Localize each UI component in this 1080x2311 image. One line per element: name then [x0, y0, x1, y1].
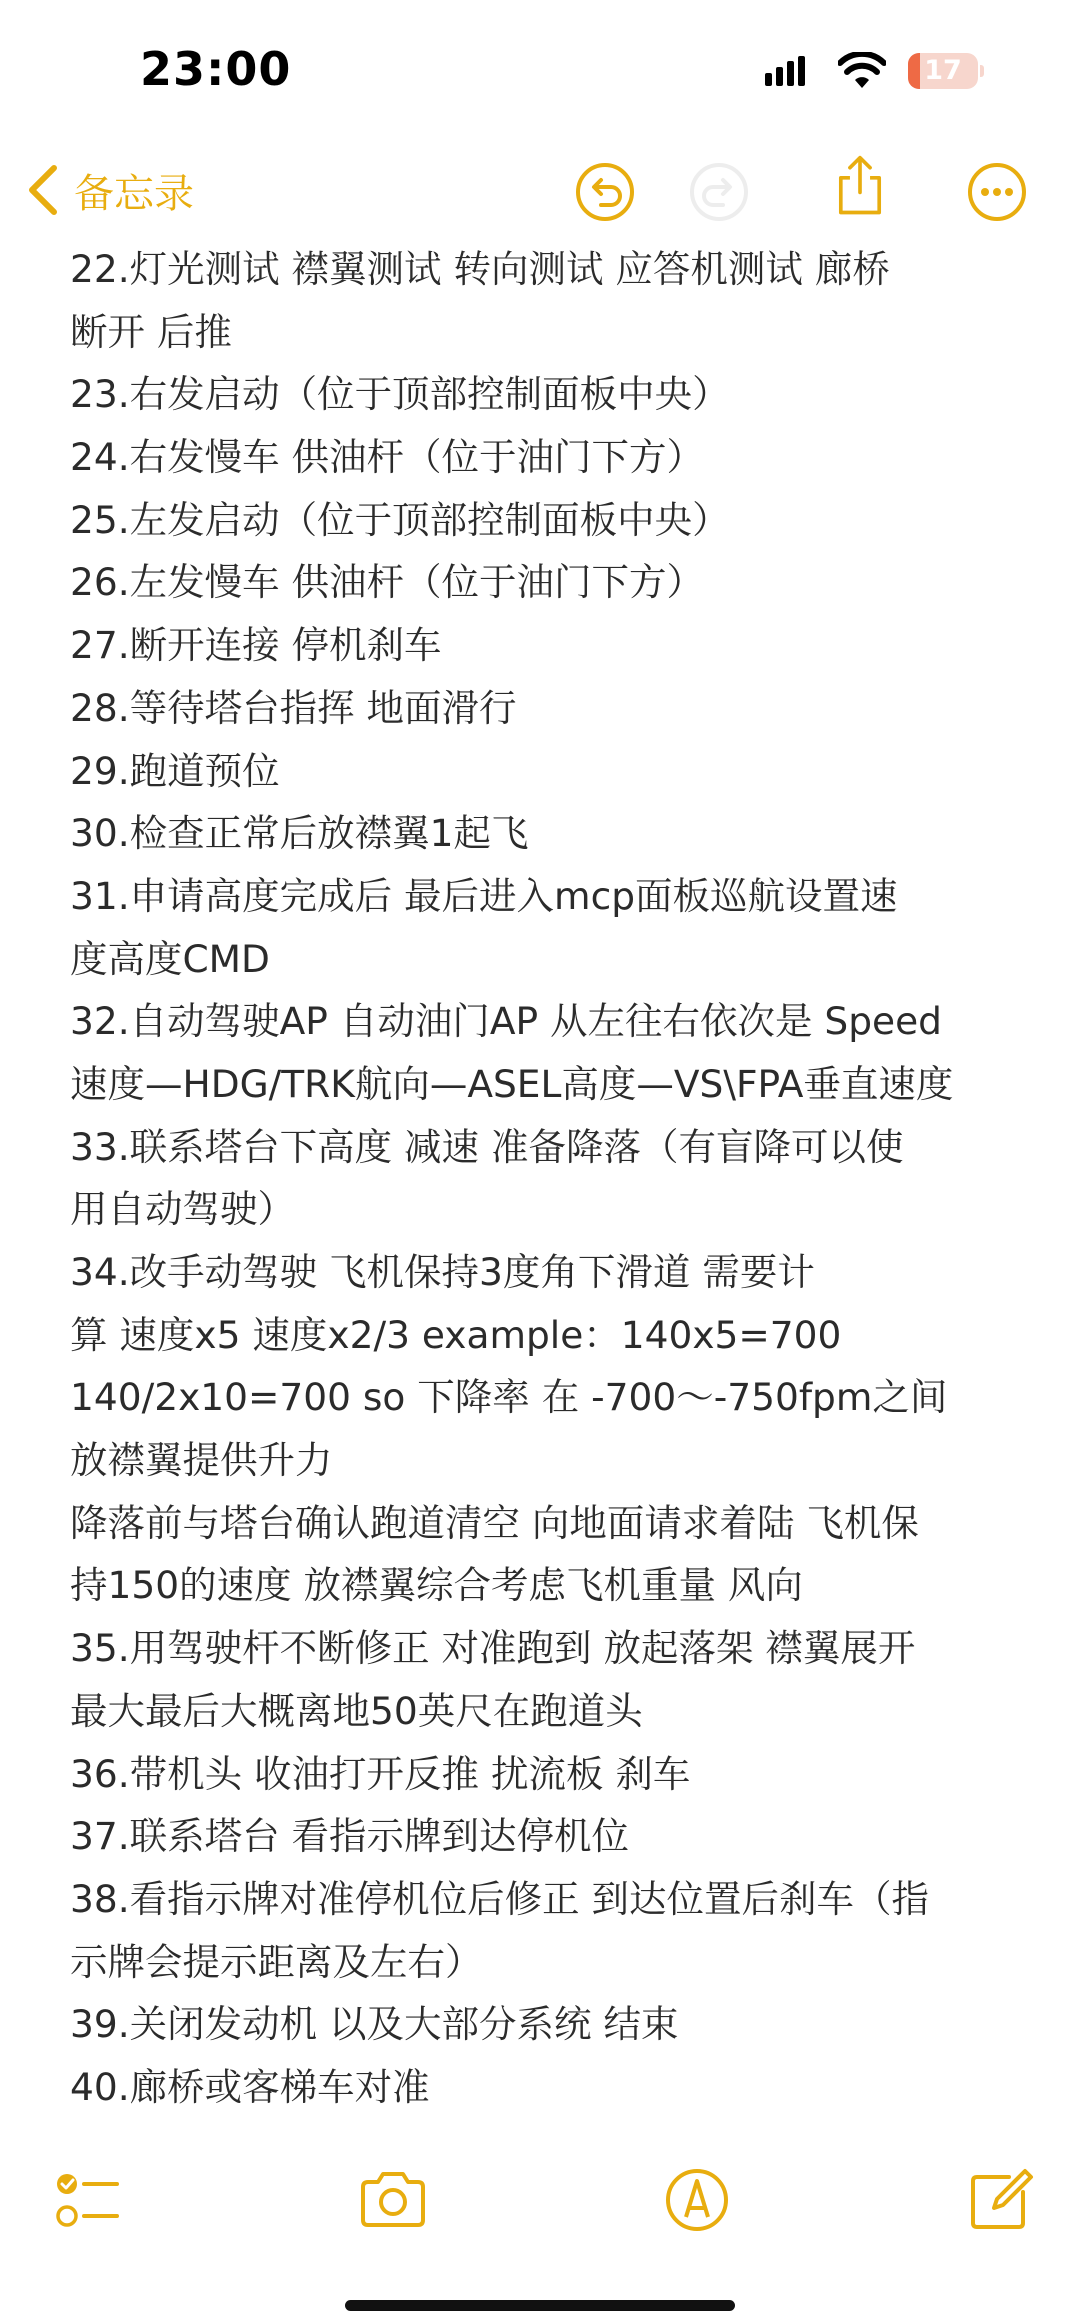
back-button[interactable]	[26, 160, 194, 220]
note-line: 31.申请高度完成后 最后进入mcp面板巡航设置速	[70, 873, 898, 918]
checklist-icon[interactable]	[53, 2165, 123, 2235]
note-line: 最大最后大概离地50英尺在跑道头	[70, 1688, 643, 1733]
undo-icon[interactable]	[573, 160, 637, 224]
note-line: 32.自动驾驶AP 自动油门AP 从左往右依次是 Speed	[70, 999, 942, 1044]
note-line: 34.改手动驾驶 飞机保持3度角下滑道 需要计	[70, 1250, 815, 1294]
note-line: 39.关闭发动机 以及大部分系统 结束	[70, 2002, 679, 2047]
note-line: 37.联系塔台 看指示牌到达停机位	[70, 1814, 630, 1859]
note-line: 36.带机头 收油打开反推 扰流板 刹车	[70, 1751, 691, 1796]
note-line: 算 速度x5 速度x2/3 example：140x5=700	[70, 1312, 842, 1357]
note-body[interactable]	[70, 238, 1030, 2119]
home-indicator	[345, 2300, 735, 2311]
battery-body	[908, 53, 978, 89]
redo-icon[interactable]	[687, 160, 751, 224]
note-line: 33.联系塔台下高度 减速 准备降落（有盲降可以使	[70, 1124, 904, 1169]
chevron-left-icon	[26, 164, 60, 216]
note-line: 放襟翼提供升力	[70, 1438, 333, 1483]
signal-icon	[765, 56, 805, 86]
camera-icon[interactable]	[358, 2165, 428, 2235]
more-icon[interactable]	[965, 160, 1029, 224]
note-line: 24.右发慢车 供油杆（位于油门下方）	[70, 435, 705, 480]
share-icon[interactable]	[828, 154, 892, 218]
note-line: 示牌会提示距离及左右）	[70, 1939, 483, 1984]
note-line: 40.廊桥或客梯车对准	[70, 2064, 430, 2109]
note-line: 持150的速度 放襟翼综合考虑飞机重量 风向	[70, 1563, 803, 1608]
note-line: 30.检查正常后放襟翼1起飞	[70, 811, 529, 856]
markup-icon[interactable]	[662, 2165, 732, 2235]
note-line: 用自动驾驶）	[70, 1187, 295, 1232]
back-button-label: 备忘录	[74, 170, 194, 217]
note-line: 35.用驾驶杆不断修正 对准跑到 放起落架 襟翼展开	[70, 1626, 916, 1671]
battery-icon	[908, 53, 984, 89]
note-line: 度高度CMD	[70, 936, 270, 981]
note-line: 38.看指示牌对准停机位后修正 到达位置后刹车（指	[70, 1876, 930, 1921]
note-line: 22.灯光测试 襟翼测试 转向测试 应答机测试 廊桥	[70, 247, 890, 291]
note-line: 140/2x10=700 so 下降率 在 -700～-750fpm之间	[70, 1375, 948, 1420]
note-line: 27.断开连接 停机刹车	[70, 623, 442, 668]
note-line: 速度—HDG/TRK航向—ASEL高度—VS\FPA垂直速度	[70, 1061, 954, 1106]
status-time: 23:00	[140, 42, 292, 96]
note-line: 23.右发启动（位于顶部控制面板中央）	[70, 372, 730, 417]
note-line: 29.跑道预位	[70, 748, 280, 793]
note-line: 28.等待塔台指挥 地面滑行	[70, 685, 517, 730]
note-line: 断开 后推	[70, 309, 232, 354]
battery-cap	[980, 65, 984, 77]
compose-icon[interactable]	[965, 2165, 1035, 2235]
wifi-icon	[838, 52, 886, 88]
note-line: 降落前与塔台确认跑道清空 向地面请求着陆 飞机保	[70, 1500, 919, 1545]
battery-level: 17	[924, 55, 962, 86]
note-line: 26.左发慢车 供油杆（位于油门下方）	[70, 560, 705, 605]
note-line: 25.左发启动（位于顶部控制面板中央）	[70, 497, 730, 542]
